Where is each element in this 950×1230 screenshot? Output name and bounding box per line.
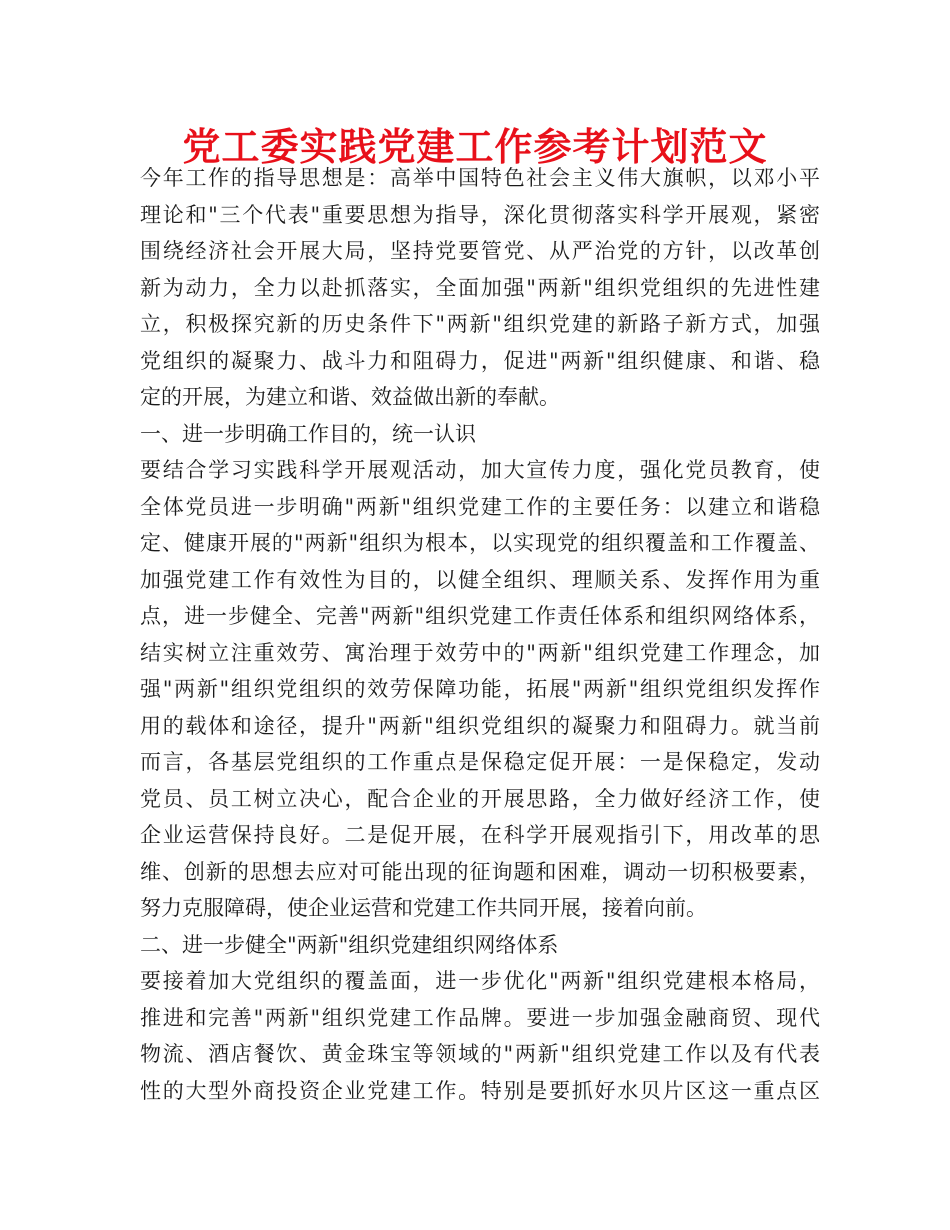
text-line: 企业运营保持良好。二是促开展，在科学开展观指引下，用改革的思 — [140, 823, 820, 847]
text-line: 新为动力，全力以赴抓落实，全面加强"两新"组织党组织的先进性建 — [140, 275, 820, 300]
document-body — [140, 160, 820, 1109]
text-line: 立，积极探究新的历史条件下"两新"组织党建的新路子新方式，加强 — [140, 312, 820, 336]
text-line: 一、进一步明确工作目的，统一认识 — [140, 421, 476, 446]
text-line: 今年工作的指导思想是：高举中国特色社会主义伟大旗帜，以邓小平 — [140, 166, 820, 190]
text-line: 二、进一步健全"两新"组织党建组织网络体系 — [140, 932, 559, 957]
text-line: 党组织的凝聚力、战斗力和阻碍力，促进"两新"组织健康、和谐、稳 — [140, 348, 820, 373]
text-line: 要接着加大党组织的覆盖面，进一步优化"两新"组织党建根本格局， — [140, 969, 820, 993]
text-line: 推进和完善"两新"组织党建工作品牌。要进一步加强金融商贸、现代 — [140, 1005, 820, 1030]
text-line: 定的开展，为建立和谐、效益做出新的奉献。 — [140, 385, 560, 409]
text-line: 用的载体和途径，提升"两新"组织党组织的凝聚力和阻碍力。就当前 — [140, 713, 820, 738]
text-line: 定、健康开展的"两新"组织为根本，以实现党的组织覆盖和工作覆盖、 — [140, 531, 820, 555]
text-line: 性的大型外商投资企业党建工作。特别是要抓好水贝片区这一重点区 — [140, 1078, 820, 1103]
text-line: 结实树立注重效劳、寓治理于效劳中的"两新"组织党建工作理念，加 — [140, 640, 820, 665]
text-line: 要结合学习实践科学开展观活动，加大宣传力度，强化党员教育，使 — [140, 458, 820, 482]
text-line: 点，进一步健全、完善"两新"组织党建工作责任体系和组织网络体系， — [140, 604, 820, 628]
text-line: 理论和"三个代表"重要思想为指导，深化贯彻落实科学开展观，紧密 — [140, 202, 820, 227]
text-line: 强"两新"组织党组织的效劳保障功能，拓展"两新"组织党组织发挥作 — [140, 677, 820, 701]
document-title: 党工委实践党建工作参考计划范文 — [182, 125, 768, 169]
text-line: 物流、酒店餐饮、黄金珠宝等领域的"两新"组织党建工作以及有代表 — [140, 1042, 820, 1066]
text-line: 努力克服障碍，使企业运营和党建工作共同开展，接着向前。 — [140, 896, 707, 920]
text-line: 党员、员工树立决心，配合企业的开展思路，全力做好经济工作，使 — [140, 786, 820, 811]
text-line: 而言，各基层党组织的工作重点是保稳定促开展：一是保稳定，发动 — [140, 750, 820, 774]
text-line: 全体党员进一步明确"两新"组织党建工作的主要任务：以建立和谐稳 — [140, 494, 820, 519]
text-line: 维、创新的思想去应对可能出现的征询题和困难，调动一切积极要素， — [140, 859, 820, 884]
text-line: 加强党建工作有效性为目的，以健全组织、理顺关系、发挥作用为重 — [140, 567, 820, 592]
text-line: 围绕经济社会开展大局，坚持党要管党、从严治党的方针，以改革创 — [140, 239, 820, 263]
